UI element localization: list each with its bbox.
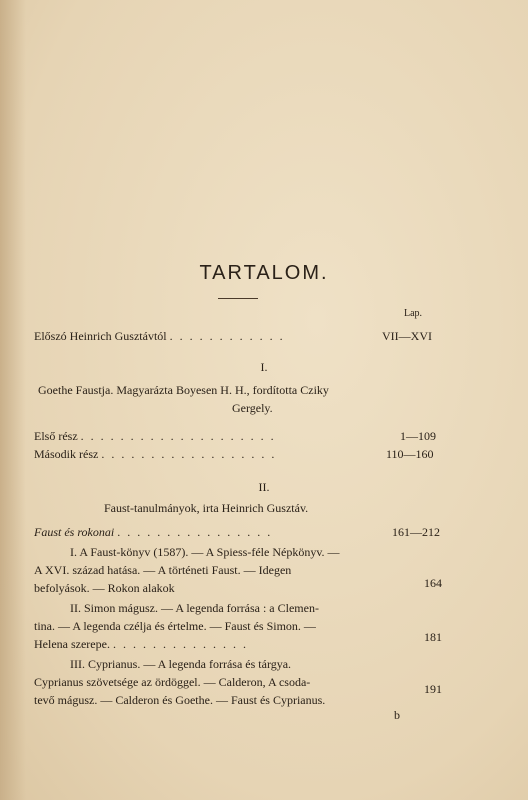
leader-dots: . . . . . . . . . . . . . . . . . . . . xyxy=(80,429,276,443)
leader-dots: . . . . . . . . . . . . . . . . xyxy=(117,525,273,539)
lap-label: Lap. xyxy=(404,308,423,319)
toc-entry-pages: 1—109 xyxy=(400,429,436,443)
toc-text-line: A XVI. század hatása. — A történeti Faust. — Idegen xyxy=(34,563,292,577)
toc-section-pages: 161—212 xyxy=(392,525,440,539)
toc-entry xyxy=(34,428,276,444)
title-rule xyxy=(218,298,258,299)
part-heading-cont: Gergely. xyxy=(232,401,273,415)
toc-text-line: III. Cyprianus. — A legenda forrása és tárgya. xyxy=(70,657,292,671)
toc-text-line: II. Simon mágusz. — A legenda forrása : a Clemen- xyxy=(70,601,319,615)
toc-entry xyxy=(34,446,276,462)
toc-text-line: Cyprianus szövetsége az ördöggel. — Calderon, A csoda- xyxy=(34,675,311,689)
toc-entry-label: Előszó Heinrich Gusztávtól xyxy=(34,329,167,343)
toc-entry-intro xyxy=(34,328,285,344)
leader-dots: . . . . . . . . . . . . . . . . . . xyxy=(101,447,277,461)
page-ref: 191 xyxy=(424,682,442,696)
toc-text-line: tevő mágusz. — Calderon és Goethe. — Faust és Cyprianus. xyxy=(34,693,326,707)
part-numeral: II. xyxy=(258,480,270,494)
leader-dots: . . . . . . . . . . . . . . xyxy=(112,637,248,651)
toc-entry-pages: VII—XVI xyxy=(382,329,432,343)
toc-section xyxy=(34,524,272,540)
page-gutter-shadow xyxy=(0,0,26,800)
part-heading: Faust-tanulmányok, irta Heinrich Gusztáv. xyxy=(104,501,309,515)
toc-text-line: befolyások. — Rokon alakok xyxy=(34,581,175,595)
page-title: TARTALOM. xyxy=(199,262,329,284)
part-numeral: I. xyxy=(260,360,268,374)
leader-dots: . . . . . . . . . . . . xyxy=(169,329,285,343)
toc-section-label: Faust és rokonai xyxy=(34,525,115,539)
toc-text-line: Helena szerepe. . . . . . . . . . . . . . . xyxy=(34,637,248,651)
page-ref: 181 xyxy=(424,630,442,644)
toc-entry-label: Első rész xyxy=(34,429,78,443)
toc-entry-label: Második rész xyxy=(34,447,99,461)
toc-text-line: tina. — A legenda czélja és értelme. — Faust és Simon. — xyxy=(34,619,316,633)
toc-entry-pages: 110—160 xyxy=(386,447,434,461)
toc-text-line: I. A Faust-könyv (1587). — A Spiess-féle Népkönyv. — xyxy=(70,545,340,559)
page-ref: 164 xyxy=(424,576,442,590)
part-heading: Goethe Faustja. Magyarázta Boyesen H. H., fordította Cziky xyxy=(38,383,329,397)
signature-mark: b xyxy=(394,708,400,722)
